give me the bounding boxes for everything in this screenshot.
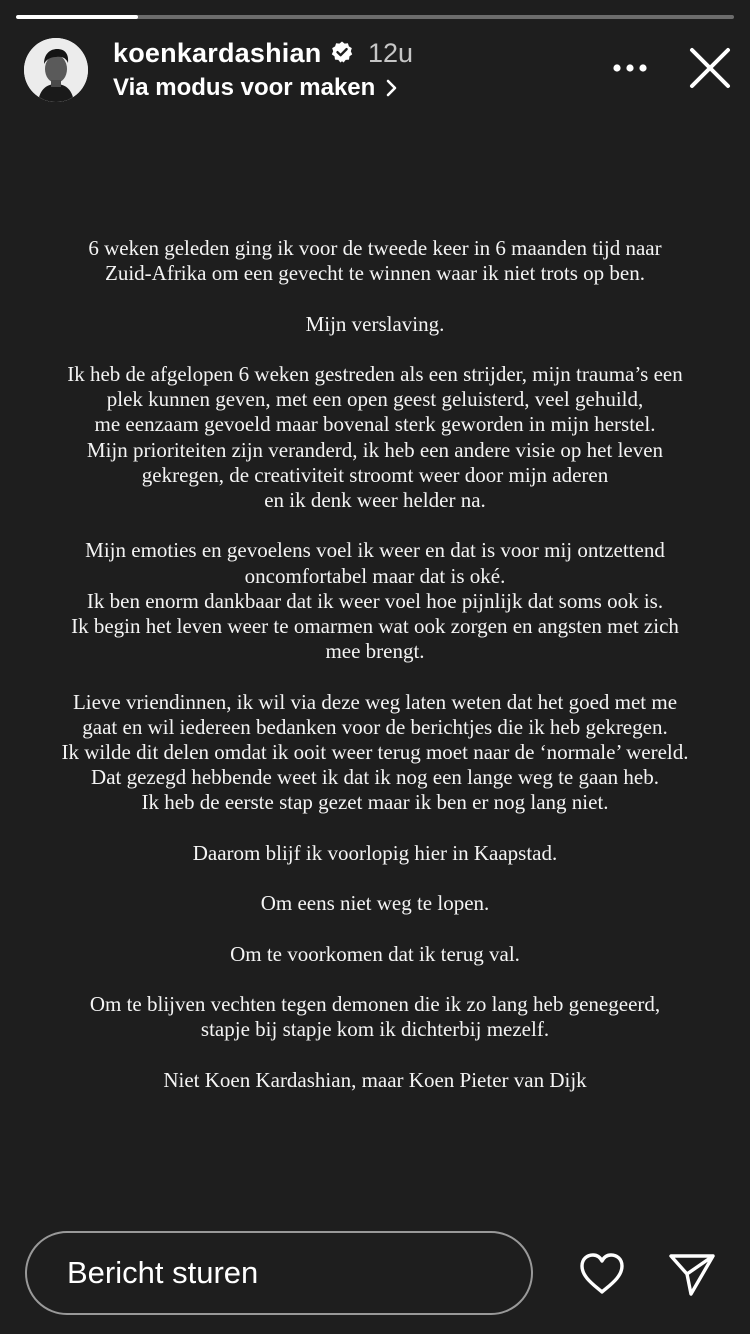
story-paragraph-gap xyxy=(20,916,730,941)
verified-badge-icon xyxy=(330,40,354,64)
story-line: gekregen, de creativiteit stroomt weer door mijn aderen xyxy=(141,462,609,487)
story-line: stapje bij stapje kom ik dichterbij mezelf. xyxy=(200,1017,550,1042)
close-icon xyxy=(684,42,736,94)
story-header xyxy=(0,30,750,110)
heart-icon xyxy=(576,1248,628,1300)
message-placeholder: Bericht sturen xyxy=(67,1255,259,1290)
avatar-photo-icon xyxy=(24,38,88,102)
story-line: Mijn verslaving. xyxy=(305,311,445,336)
creation-mode-link[interactable] xyxy=(113,72,399,104)
story-line: Ik heb de afgelopen 6 weken gestreden als een strijder, mijn trauma’s een xyxy=(67,361,683,386)
story-paragraph-gap xyxy=(20,967,730,992)
more-horizontal-icon xyxy=(606,48,654,88)
story-line: Ik wilde dit delen omdat ik ooit weer terug moet naar de ‘normale’ wereld. xyxy=(61,740,689,764)
story-line: en ik denk weer helder na. xyxy=(264,488,486,512)
like-button[interactable] xyxy=(576,1248,628,1300)
story-line: me eenzaam gevoeld maar bovenal sterk geworden in mijn herstel. xyxy=(94,412,656,437)
story-line: mee brengt. xyxy=(325,639,425,664)
story-line: Lieve vriendinnen, ik wil via deze weg laten weten dat het goed met me xyxy=(72,689,678,714)
story-line: Ik ben enorm dankbaar dat ik weer voel hoe pijnlijk dat soms ook is. xyxy=(86,588,664,613)
story-paragraph-gap xyxy=(20,337,730,362)
chevron-right-icon xyxy=(385,79,399,97)
story-paragraph-gap xyxy=(20,816,730,841)
username[interactable]: koenkardashian xyxy=(113,38,322,68)
close-button[interactable] xyxy=(684,42,736,94)
story-paragraph-gap xyxy=(20,286,730,311)
story-line: gaat en wil iedereen bedanken voor de berichtjes die ik heb gekregen. xyxy=(82,714,668,739)
story-text xyxy=(20,236,730,1093)
story-line: Zuid-Afrika om een gevecht te winnen waar ik niet trots op ben. xyxy=(105,261,645,286)
story-line: Ik heb de eerste stap gezet maar ik ben er nog lang niet. xyxy=(141,790,609,815)
story-progress-bar xyxy=(16,15,734,19)
story-line: Om eens niet weg te lopen. xyxy=(260,891,490,916)
avatar[interactable] xyxy=(24,38,88,102)
send-button[interactable] xyxy=(666,1248,718,1300)
more-options-button[interactable] xyxy=(606,48,654,88)
story-line: plek kunnen geven, met een open geest geluisterd, veel gehuild, xyxy=(106,387,644,412)
send-icon xyxy=(666,1248,718,1300)
message-input[interactable] xyxy=(25,1231,533,1315)
story-paragraph-gap xyxy=(20,866,730,891)
story-paragraph-gap xyxy=(20,664,730,689)
story-line: Niet Koen Kardashian, maar Koen Pieter van Dijk xyxy=(163,1067,587,1092)
story-line: Dat gezegd hebbende weet ik dat ik nog een lange weg te gaan heb. xyxy=(91,765,659,790)
story-line: Om te blijven vechten tegen demonen die ik zo lang heb genegeerd, xyxy=(89,991,661,1016)
story-paragraph-gap xyxy=(20,1042,730,1067)
story-line: oncomfortabel maar dat is oké. xyxy=(244,563,506,588)
story-line: Daarom blijf ik voorlopig hier in Kaapstad. xyxy=(192,840,558,865)
story-line: Mijn prioriteiten zijn veranderd, ik heb een andere visie op het leven xyxy=(86,437,664,462)
story-line: Om te voorkomen dat ik terug val. xyxy=(230,941,520,966)
story-progress-fill xyxy=(16,15,138,19)
story-paragraph-gap xyxy=(20,513,730,538)
story-line: Ik begin het leven weer te omarmen wat ook zorgen en angsten met zich xyxy=(71,614,679,638)
story-line: 6 weken geleden ging ik voor de tweede keer in 6 maanden tijd naar xyxy=(88,236,662,260)
creation-mode-label: Via modus voor maken xyxy=(113,74,376,101)
story-timestamp: 12u xyxy=(368,38,414,68)
story-line: Mijn emoties en gevoelens voel ik weer en dat is voor mij ontzettend xyxy=(85,538,665,563)
